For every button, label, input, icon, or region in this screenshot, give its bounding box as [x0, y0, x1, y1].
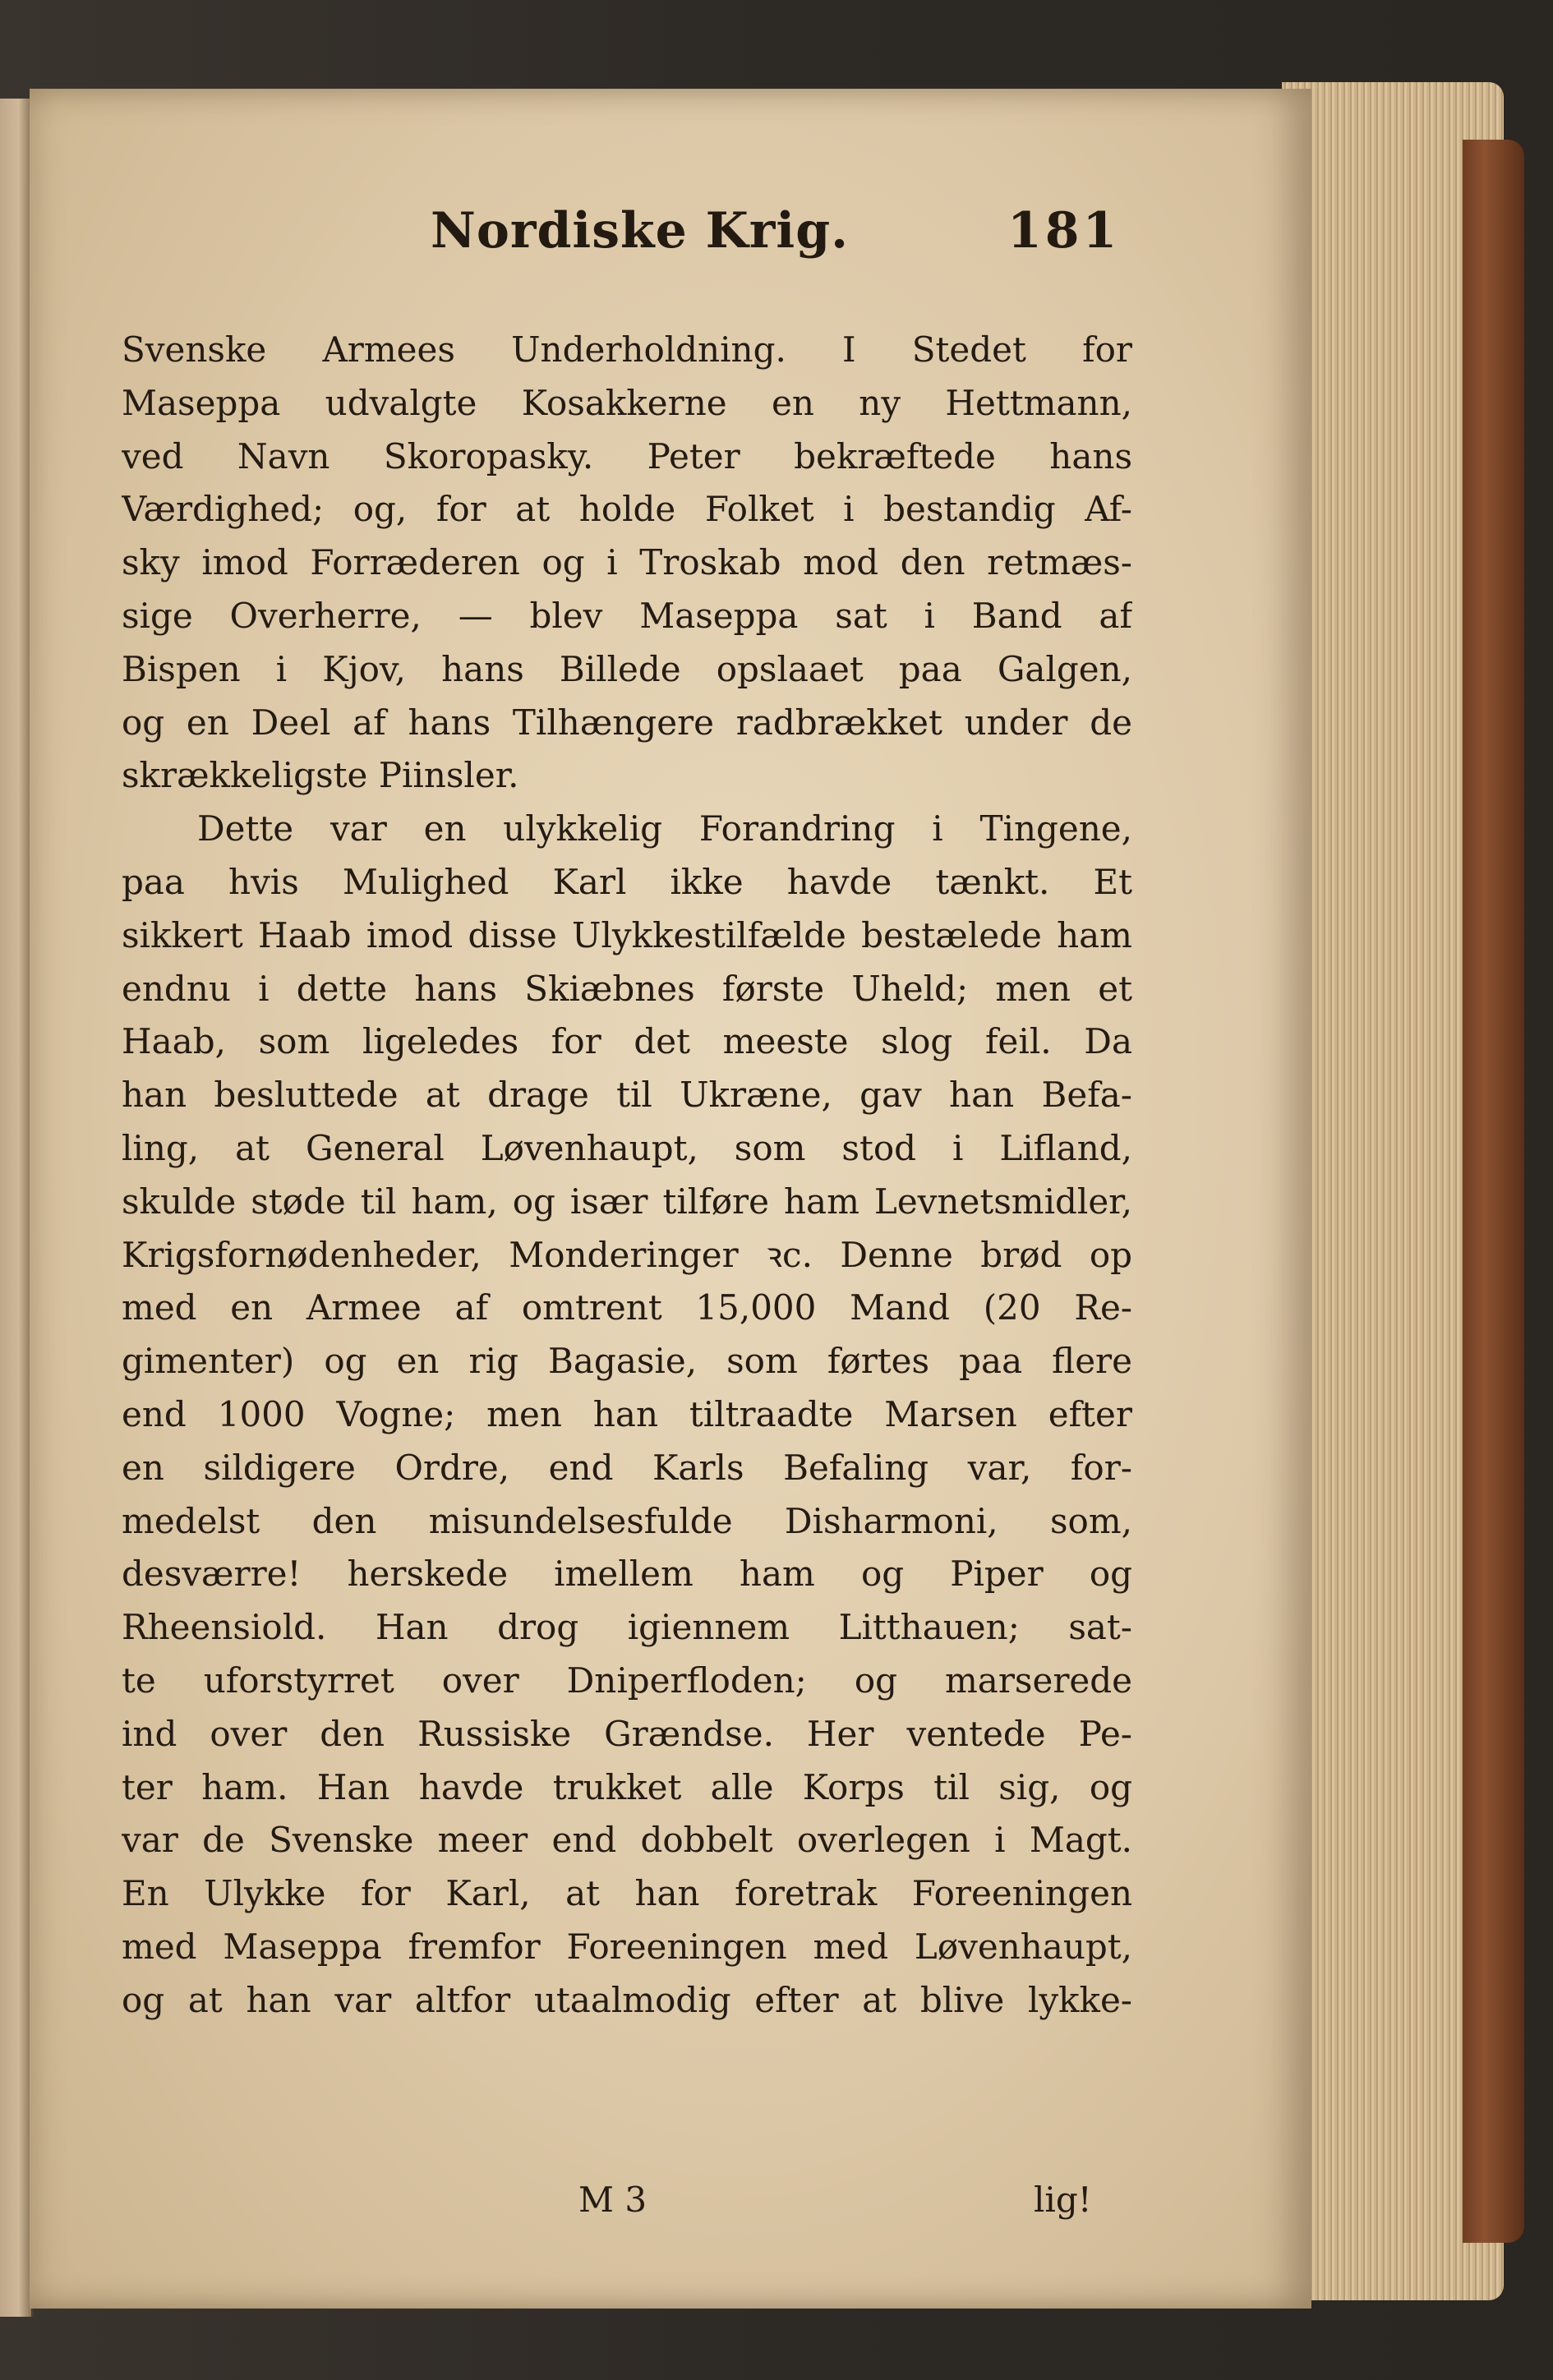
text-line: Haab, som ligeledes for det meeste slog feil. Da	[122, 1021, 1132, 1062]
text-line: med Maseppa fremfor Foreeningen med Løvenhaupt,	[122, 1926, 1132, 1967]
text-line: gimenter) og en rig Bagasie, som førtes paa flere	[122, 1341, 1132, 1382]
text-line: paa hvis Mulighed Karl ikke havde tænkt. Et	[122, 861, 1132, 902]
text-line: endnu i dette hans Skiæbnes første Uheld; men et	[122, 968, 1132, 1009]
text-line: medelst den misundelsesfulde Disharmoni, som,	[122, 1500, 1132, 1541]
text-line: sikkert Haab imod disse Ulykkestilfælde bestælede ham	[122, 914, 1132, 955]
page-number: 181	[1007, 202, 1121, 260]
text-line: Krigsfornødenheder, Monderinger ꝛc. Denne brød op	[122, 1234, 1132, 1275]
body-text	[122, 324, 1132, 2028]
text-line: te uforstyrret over Dniperfloden; og marserede	[122, 1660, 1132, 1701]
catchword: lig!	[1034, 2180, 1092, 2220]
text-line: Maseppa udvalgte Kosakkerne en ny Hettmann,	[122, 382, 1132, 423]
text-line: med en Armee af omtrent 15,000 Mand (20 Re-	[122, 1287, 1132, 1328]
text-line: ind over den Russiske Grændse. Her ventede Pe-	[122, 1713, 1132, 1754]
page-footer	[30, 2180, 1311, 2237]
text-line: Bispen i Kjov, hans Billede opslaaet paa Galgen,	[122, 648, 1132, 689]
text-line: end 1000 Vogne; men han tiltraadte Marsen efter	[122, 1393, 1132, 1434]
text-line: Svenske Armees Underholdning. I Stedet for	[122, 329, 1132, 370]
previous-page-edge	[0, 99, 34, 2317]
text-line: ter ham. Han havde trukket alle Korps til sig, og	[122, 1766, 1132, 1807]
text-line: og at han var altfor utaalmodig efter at blive lykke-	[122, 1979, 1132, 2020]
text-line: var de Svenske meer end dobbelt overlegen i Magt.	[122, 1820, 1132, 1861]
text-line: skulde støde til ham, og især tilføre ham Levnetsmidler,	[122, 1181, 1132, 1222]
text-line: En Ulykke for Karl, at han foretrak Foreeningen	[122, 1873, 1132, 1914]
text-line: ved Navn Skoropasky. Peter bekræftede hans	[122, 435, 1132, 476]
text-line: Dette var en ulykkelig Forandring i Tingene,	[197, 808, 1132, 849]
text-line: han besluttede at drage til Ukræne, gav han Befa-	[122, 1075, 1132, 1116]
book-page	[30, 89, 1311, 2309]
text-line: sky imod Forræderen og i Troskab mod den retmæs-	[122, 542, 1132, 583]
text-line: Rheensiold. Han drog igiennem Litthauen; sat-	[122, 1607, 1132, 1648]
text-line: ling, at General Løvenhaupt, som stod i Lifland,	[122, 1127, 1132, 1168]
running-title: Nordiske Krig.	[431, 202, 850, 260]
text-line: en sildigere Ordre, end Karls Befaling var, for-	[122, 1447, 1132, 1488]
book-cover-edge	[1463, 140, 1524, 2243]
text-line: skrækkeligste Piinsler.	[122, 755, 519, 796]
text-line: Værdighed; og, for at holde Folket i bestandig Af-	[122, 489, 1132, 530]
text-line: sige Overherre, — blev Maseppa sat i Band af	[122, 595, 1132, 636]
text-line: desværre! herskede imellem ham og Piper og	[122, 1554, 1132, 1595]
signature-mark: M 3	[578, 2180, 647, 2220]
page-header	[30, 202, 1311, 292]
text-line: og en Deel af hans Tilhængere radbrækket under de	[122, 702, 1132, 743]
